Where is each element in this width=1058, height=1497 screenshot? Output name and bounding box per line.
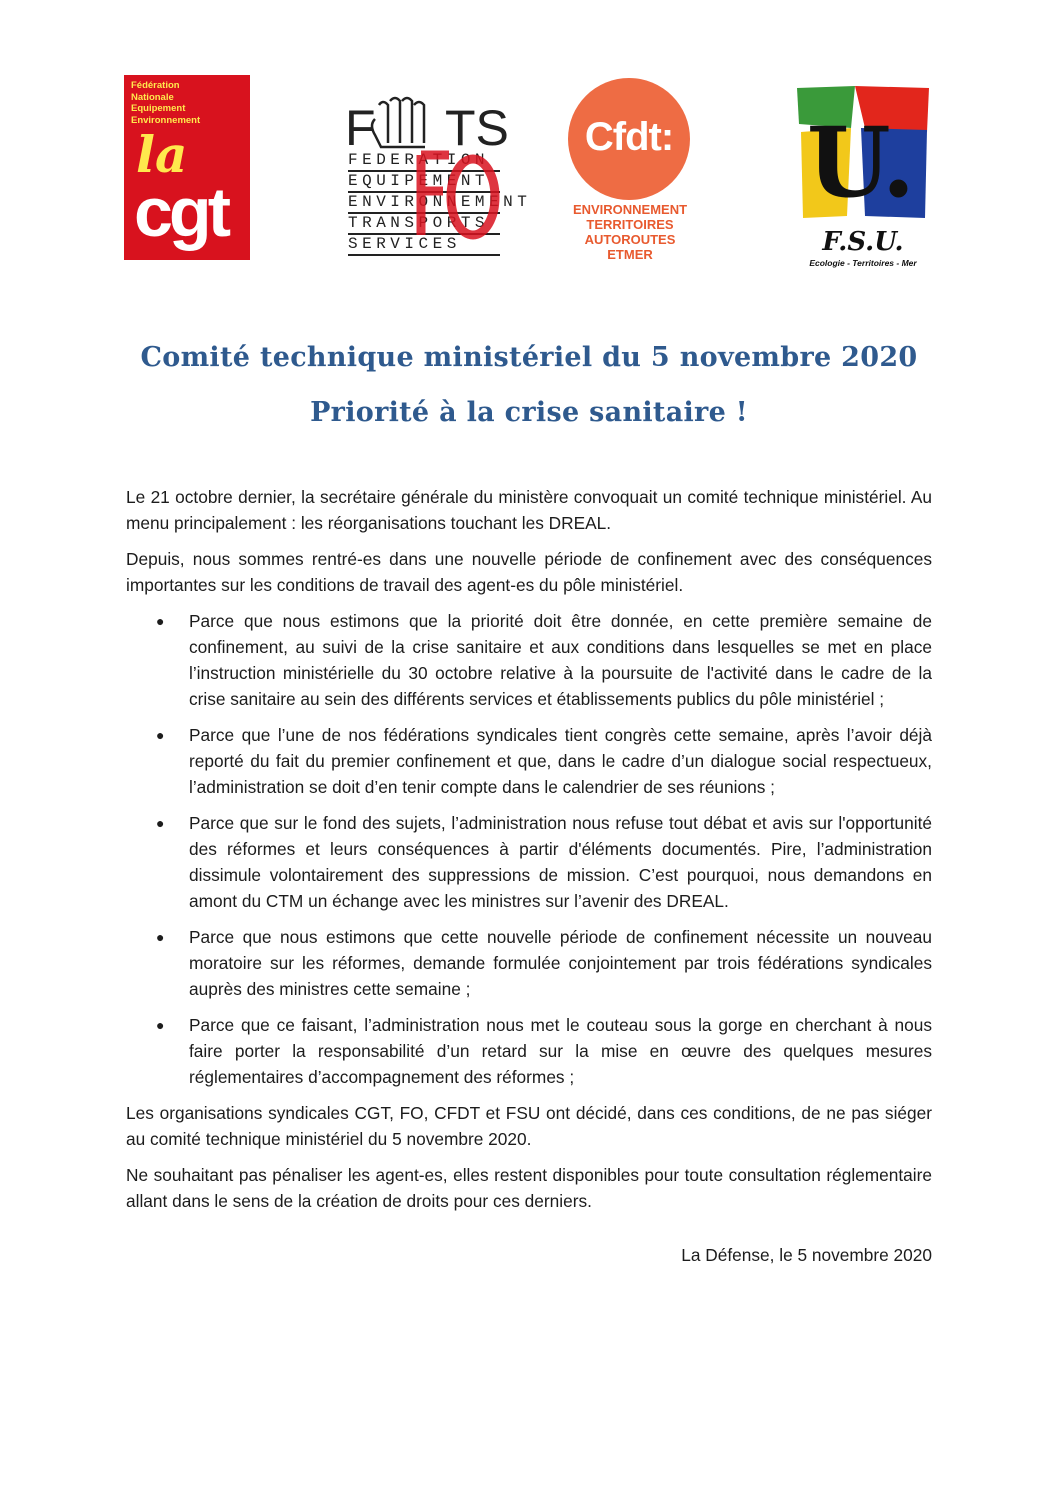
fsu-logo <box>795 84 931 270</box>
cfdt-subtitle: ENVIRONNEMENT TERRITOIRES AUTOROUTES ETMER <box>572 202 688 262</box>
fo-feets-logo <box>345 95 532 253</box>
feets-letters <box>345 95 509 156</box>
list-item-text: Parce que l’une de nos fédérations syndicales tient congrès cette semaine, après l’avoir déjà reporté du fait du premier confinement et que, dans le cadre d’un dialogue social respectueux, l’administration se doit d’en tenir compte dans le calendrier de ses réunions ; <box>189 725 932 797</box>
cfdt-circle <box>568 78 690 200</box>
signature-line: La Défense, le 5 novembre 2020 <box>681 1245 932 1265</box>
conclusion-paragraph: Ne souhaitant pas pénaliser les agent-es, elles restent disponibles pour toute consultation réglementaire allant dans le sens de la création de droits pour ces derniers. <box>126 1165 932 1211</box>
cgt-logo <box>124 75 250 260</box>
svg-text:F: F <box>345 100 376 156</box>
bullet-icon: ● <box>156 815 165 831</box>
list-item <box>126 810 932 914</box>
fo-row: FEDERATION <box>348 151 500 172</box>
cgt-la-text: la <box>136 125 188 184</box>
fo-row: SERVICES <box>348 235 500 256</box>
fo-row: EQUIPEMENT <box>348 172 500 193</box>
fsu-name: F.S.U. <box>822 227 904 257</box>
page-title: Comité technique ministériel du 5 novembre 2020 <box>140 342 918 373</box>
cfdt-logo <box>566 78 690 264</box>
svg-text:TS: TS <box>445 100 509 156</box>
list-item-text: Parce que nous estimons que la priorité doit être donnée, en cette première semaine de confinement, au suivi de la crise sanitaire et aux conditions dans lesquelles se met en place l’instruction ministérielle du 30 octobre relative à la poursuite de l'activité dans le cadre de la crise sanitaire au sein des différents services et établissements publics du pôle ministériel ; <box>189 611 932 709</box>
bullet-icon: ● <box>156 929 165 945</box>
fsu-letter: U. <box>806 106 916 219</box>
list-item-text: Parce que nous estimons que cette nouvelle période de confinement nécessite un nouveau moratoire sur les réformes, demande formulée conjointement par trois fédérations syndicales auprès des ministres cette semaine ; <box>189 927 932 999</box>
list-item-text: Parce que ce faisant, l’administration nous met le couteau sous la gorge en cherchant à nous faire porter la responsabilité d’un retard sur la mise en œuvre des quelques mesures réglementaires d’accompagnement des réformes ; <box>189 1015 932 1087</box>
list-item <box>126 608 932 712</box>
reasons-list <box>126 608 932 1090</box>
fo-row: TRANSPORTS <box>348 214 500 235</box>
cgt-federation-text: Fédération Nationale Equipement Environnement <box>131 80 201 126</box>
fo-row: ENVIRONNEMENT <box>348 193 500 214</box>
list-item <box>126 924 932 1002</box>
intro-paragraph: Depuis, nous sommes rentré-es dans une nouvelle période de confinement avec des conséquences importantes sur les conditions de travail des agent-es du pôle ministériel. <box>126 549 932 595</box>
fsu-emblem <box>795 84 931 270</box>
fo-mark <box>415 147 501 242</box>
cgt-name-text: cgt <box>134 173 227 251</box>
conclusion-paragraph: Les organisations syndicales CGT, FO, CFDT et FSU ont décidé, dans ces conditions, de ne pas siéger au comité technique ministériel du 5 novembre 2020. <box>126 1103 932 1149</box>
bullet-icon: ● <box>156 1017 165 1033</box>
document-body <box>126 484 932 1278</box>
list-item-text: Parce que sur le fond des sujets, l’administration nous refuse tout débat et avis sur l'opportunité des réformes et leurs conséquences à partir d'éléments documentés. Pire, l’administration dissimule volontairement des suppressions de mission. C’est pourquoi, nous demandons en amont du CTM un échange avec les ministres sur l’avenir des DREAL. <box>189 813 932 911</box>
bullet-icon: ● <box>156 727 165 743</box>
fist-icon <box>372 98 425 147</box>
bullet-icon: ● <box>156 613 165 629</box>
list-item <box>126 1012 932 1090</box>
fsu-tagline: Ecologie - Territoires - Mer <box>809 258 917 268</box>
list-item <box>126 722 932 800</box>
cfdt-name: Cfdt: <box>584 115 674 159</box>
intro-paragraph: Le 21 octobre dernier, la secrétaire générale du ministère convoquait un comité technique ministériel. Au menu principalement : les réorganisations touchant les DREAL. <box>126 487 932 533</box>
page-subtitle: Priorité à la crise sanitaire ! <box>310 397 748 428</box>
logo-banner <box>0 0 1058 300</box>
